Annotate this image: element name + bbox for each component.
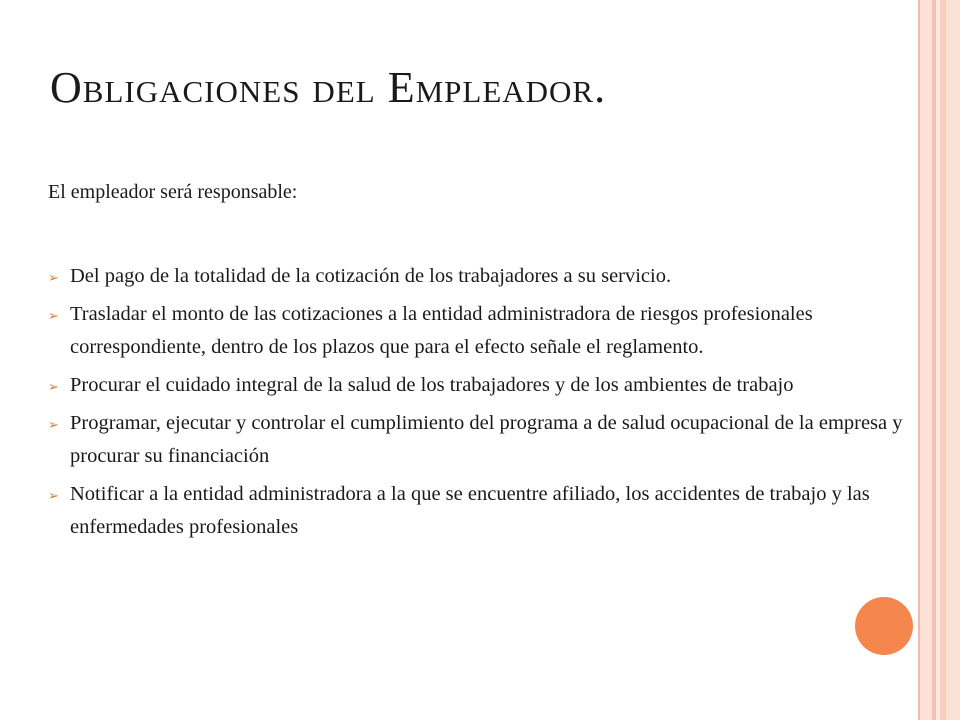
intro-text: El empleador será responsable: (48, 181, 298, 203)
list-item (48, 407, 908, 473)
list-item-text: Notificar a la entidad administradora a la que se encuentre afiliado, los accidentes de trabajo y las enfermedades profesionales (70, 483, 870, 538)
list-item-text: Trasladar el monto de las cotizaciones a la entidad administradora de riesgos profesionales correspondiente, dentro de los plazos que para el efecto señale el reglamento. (70, 303, 813, 358)
arrowhead-bullet-icon: ➢ (48, 379, 59, 394)
list-item (48, 478, 908, 544)
list-item-text: Del pago de la totalidad de la cotización de los trabajadores a su servicio. (70, 265, 672, 287)
list-item-text: Programar, ejecutar y controlar el cumplimiento del programa a de salud ocupacional de la empresa y procurar su financiación (70, 412, 903, 467)
decorative-circle (855, 597, 913, 655)
list-item (48, 298, 908, 364)
decorative-stripe (920, 0, 932, 720)
list-item (48, 260, 908, 293)
list-item (48, 369, 908, 402)
arrowhead-bullet-icon: ➢ (48, 308, 59, 323)
arrowhead-bullet-icon: ➢ (48, 270, 59, 285)
decorative-stripe (946, 0, 960, 720)
arrowhead-bullet-icon: ➢ (48, 417, 59, 432)
bullet-list (48, 260, 908, 549)
arrowhead-bullet-icon: ➢ (48, 488, 59, 503)
list-item-text: Procurar el cuidado integral de la salud de los trabajadores y de los ambientes de trabajo (70, 374, 794, 396)
slide-title: Obligaciones del Empleador. (50, 63, 607, 112)
